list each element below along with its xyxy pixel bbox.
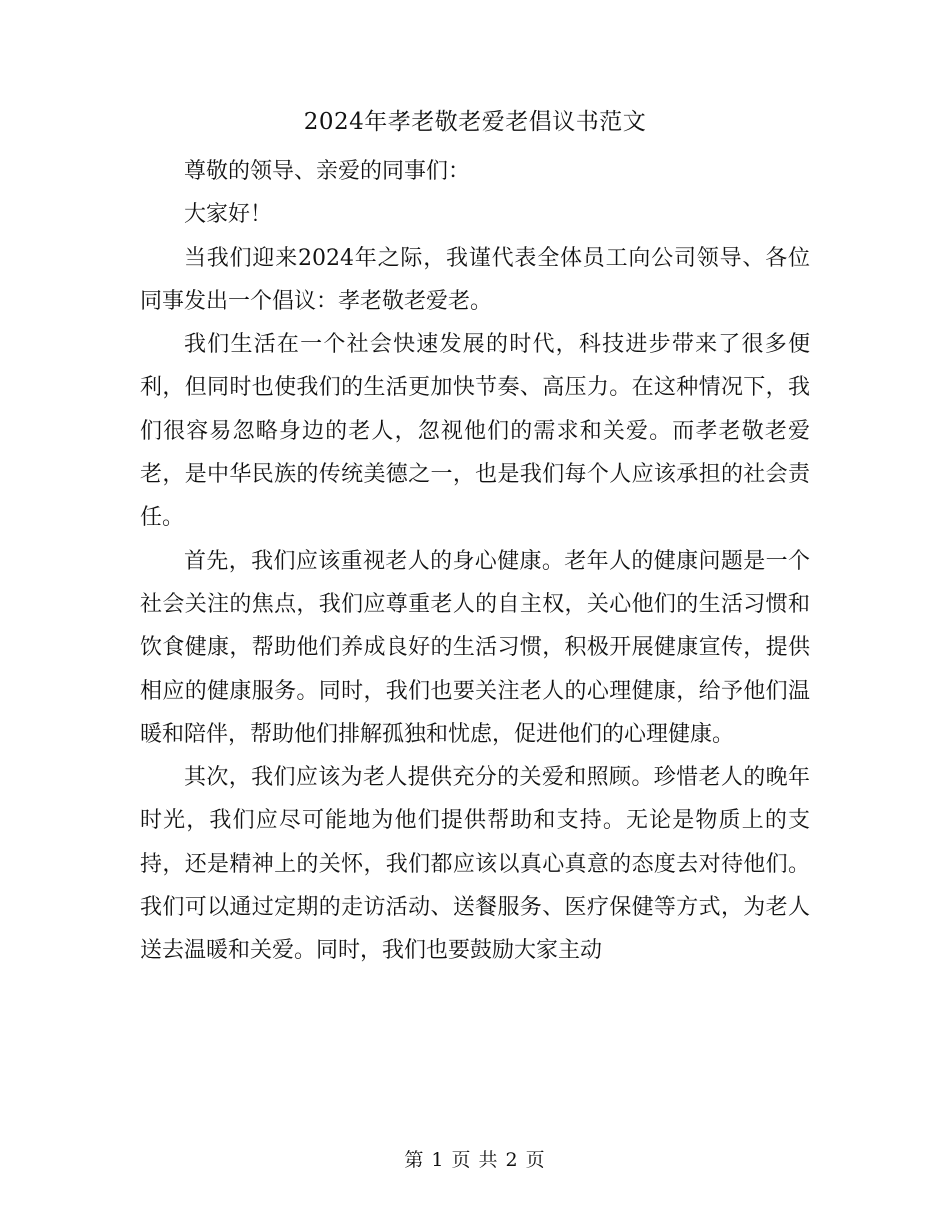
salutation: 尊敬的领导、亲爱的同事们： [184,159,471,184]
body-paragraph: 其次，我们应该为老人提供充分的关爱和照顾。珍惜老人的晚年时光，我们应尽可能地为他们提供帮助和支持。无论是物质上的支持，还是精神上的关怀，我们都应该以真心真意的态度去对待他们。我们可以通过定期的走访活动、送餐服务、医疗保健等方式，为老人送去温暖和关爱。同时，我们也要鼓励大家主动 [140,765,810,964]
body-paragraph: 当我们迎来2024年之际，我谨代表全体员工向公司领导、各位同事发出一个倡议：孝老敬老爱老。 [140,245,810,314]
body-paragraph: 我们生活在一个社会快速发展的时代，科技进步带来了很多便利，但同时也使我们的生活更加快节奏、高压力。在这种情况下，我们很容易忽略身边的老人，忽视他们的需求和关爱。而孝老敬老爱老，是中华民族的传统美德之一，也是我们每个人应该承担的社会责任。 [140,332,810,531]
page-number-footer: 第 1 页 共 2 页 [404,1149,546,1171]
document-body [140,150,810,973]
greeting: 大家好！ [184,202,273,228]
body-paragraph: 首先，我们应该重视老人的身心健康。老年人的健康问题是一个社会关注的焦点，我们应尊重老人的自主权，关心他们的生活习惯和饮食健康，帮助他们养成良好的生活习惯，积极开展健康宣传，提供相应的健康服务。同时，我们也要关注老人的心理健康，给予他们温暖和陪伴，帮助他们排解孤独和忧虑，促进他们的心理健康。 [140,548,810,747]
document-title: 2024年孝老敬老爱老倡议书范文 [303,109,647,135]
